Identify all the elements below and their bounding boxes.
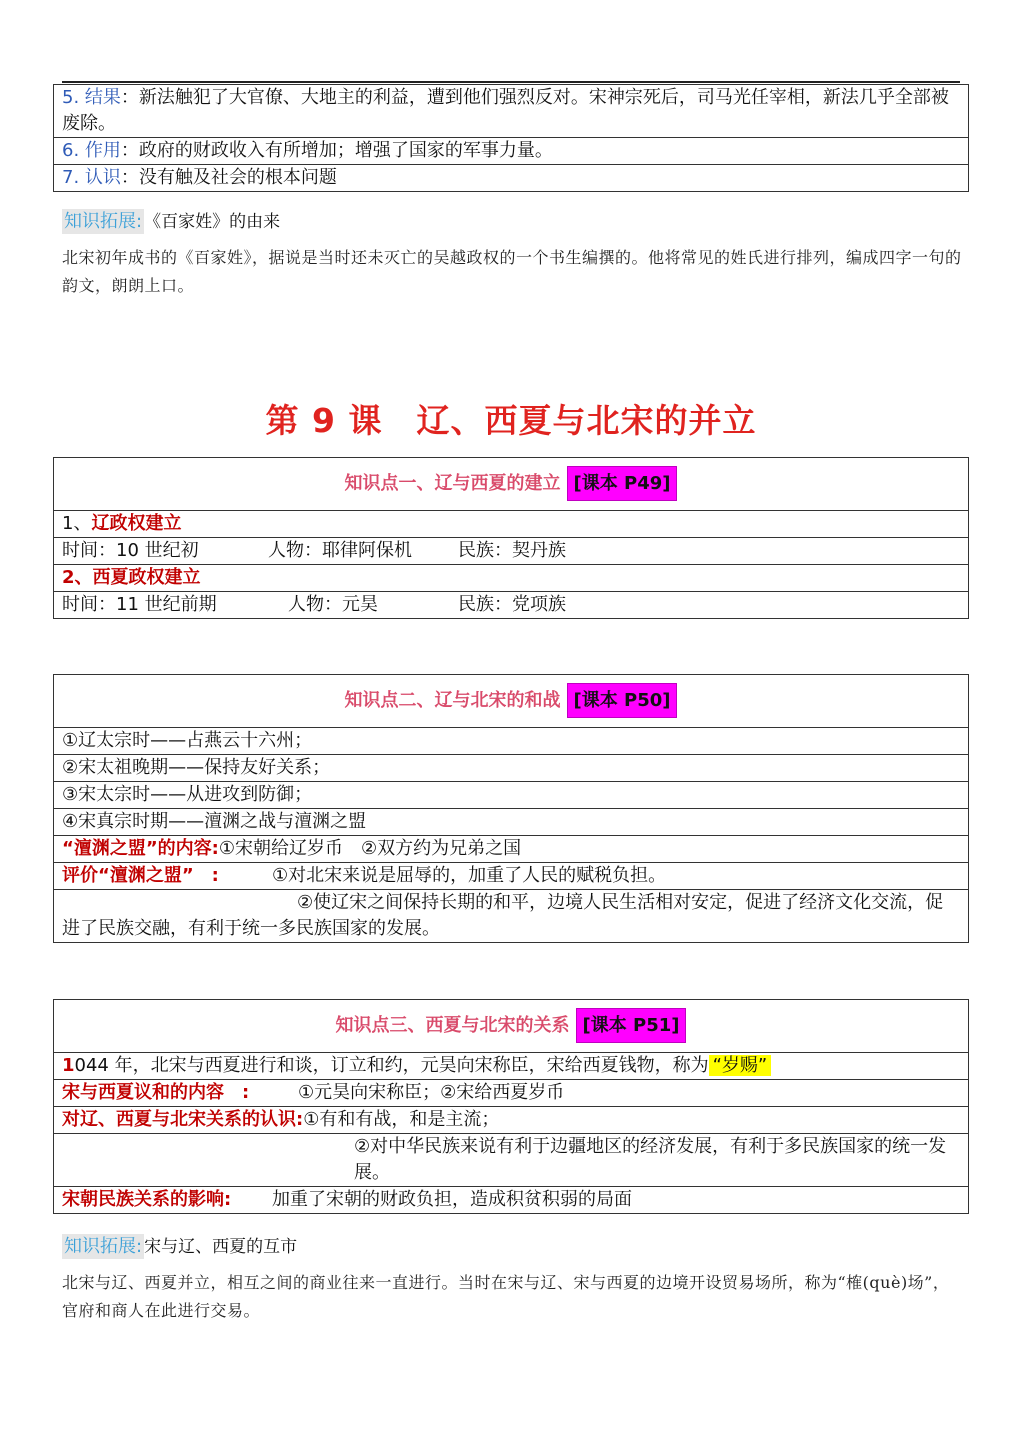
person-text: 人物：耶律阿保机: [268, 540, 412, 561]
list-item: ①辽太宗时——占燕云十六州；: [54, 728, 969, 755]
table-row: [54, 565, 969, 592]
table-row: [54, 1187, 969, 1214]
knowledge-extension-2: [62, 1232, 297, 1258]
row-label: 6. 作用: [62, 140, 121, 161]
knowledge-point-1-table: [53, 457, 969, 619]
table-row: [54, 85, 969, 138]
view-text-2: ②对中华民族来说有利于边疆地区的经济发展，有利于多民族国家的统一发展。: [54, 1134, 969, 1187]
person-text: 人物：元昊: [288, 594, 378, 615]
list-item: ②宋太祖晚期——保持友好关系；: [54, 755, 969, 782]
table-row: [54, 138, 969, 165]
row-text: ：没有触及社会的根本问题: [120, 167, 337, 188]
table-row: [54, 592, 969, 619]
section-title: 知识点一、辽与西夏的建立: [344, 473, 561, 494]
view-label: 对辽、西夏与北宋关系的认识:: [62, 1109, 304, 1130]
table-header-row: [54, 458, 969, 511]
table-row: [54, 1053, 969, 1080]
list-item: ④宋真宗时期——澶渊之战与澶渊之盟: [54, 809, 969, 836]
table-row: [54, 1107, 969, 1134]
extension-title: 《百家姓》的由来: [144, 212, 281, 232]
table-row: [54, 728, 969, 755]
extension-paragraph: 北宋与辽、西夏并立，相互之间的商业往来一直进行。当时在宋与辽、宋与西夏的边境开设贸易场所，称为“榷(què)场”，官府和商人在此进行交易。: [62, 1273, 950, 1320]
table-row: [54, 863, 969, 890]
extension-label: 知识拓展:: [64, 1236, 143, 1257]
table-row: [54, 890, 969, 943]
extension-label: 知识拓展:: [64, 211, 143, 232]
table-row: [54, 836, 969, 863]
textbook-page-tag: [课本 P50]: [567, 683, 678, 718]
lesson-title: 第 9 课 辽、西夏与北宋的并立: [265, 401, 757, 440]
table-header-row: [54, 675, 969, 728]
view-text-1: ①有和有战，和是主流；: [303, 1109, 500, 1130]
highlight-suici: “岁赐”: [709, 1055, 772, 1076]
peace-text: ①元昊向宋称臣；②宋给西夏岁币: [298, 1082, 565, 1103]
row-label: 7. 认识: [62, 167, 121, 188]
content-text: ①宋朝给辽岁币 ②双方约为兄弟之国: [218, 838, 522, 859]
table-row: [54, 755, 969, 782]
year-first-digit: 1: [62, 1055, 75, 1076]
item-title: 辽政权建立: [91, 513, 182, 534]
peace-label: 宋与西夏议和的内容 :: [62, 1082, 250, 1103]
top-rule: [62, 81, 960, 83]
treaty-text: 044 年，北宋与西夏进行和谈，订立和约，元昊向宋称臣，宋给西夏钱物，称为: [74, 1055, 709, 1076]
table-row: [54, 511, 969, 538]
evaluation-text-1: ①对北宋来说是屈辱的，加重了人民的赋税负担。: [272, 865, 667, 886]
section-title: 知识点三、西夏与北宋的关系: [335, 1015, 570, 1036]
table-header-row: [54, 1000, 969, 1053]
evaluation-label: 评价“澶渊之盟” :: [62, 865, 219, 886]
table-row: [54, 1134, 969, 1187]
item-number: 1、: [62, 513, 92, 534]
row-text: ：政府的财政收入有所增加；增强了国家的军事力量。: [120, 140, 553, 161]
list-item: ③宋太宗时——从进攻到防御；: [54, 782, 969, 809]
table-row: [54, 1080, 969, 1107]
extension-title: 宋与辽、西夏的互市: [144, 1237, 298, 1257]
table-row: [54, 165, 969, 192]
time-text: 时间：10 世纪初: [62, 540, 199, 561]
row-text: ：新法触犯了大官僚、大地主的利益，遭到他们强烈反对。宋神宗死后，司马光任宰相，新法几乎全部被废除。: [62, 87, 949, 134]
textbook-page-tag: [课本 P51]: [576, 1008, 687, 1043]
impact-label: 宋朝民族关系的影响:: [62, 1189, 232, 1210]
impact-text: 加重了宋朝的财政负担，造成积贫积弱的局面: [272, 1189, 632, 1210]
content-label: “澶渊之盟”的内容:: [62, 838, 219, 859]
table-row: [54, 809, 969, 836]
time-text: 时间：11 世纪前期: [62, 594, 217, 615]
textbook-page-tag: [课本 P49]: [567, 466, 678, 501]
ethnic-text: 民族：党项族: [458, 594, 566, 615]
knowledge-point-2-table: [53, 674, 969, 943]
extension-paragraph: 北宋初年成书的《百家姓》，据说是当时还未灭亡的吴越政权的一个书生编撰的。他将常见的姓氏进行排列，编成四字一句的韵文，朗朗上口。: [62, 248, 962, 295]
knowledge-extension-1: [62, 207, 280, 233]
knowledge-point-3-table: [53, 999, 969, 1214]
table-row: [54, 538, 969, 565]
row-label: 5. 结果: [62, 87, 121, 108]
reform-table: [53, 84, 969, 192]
item-title: 2、西夏政权建立: [62, 567, 201, 588]
evaluation-text-2: ②使辽宋之间保持长期的和平，边境人民生活相对安定，促进了经济文化交流，促进了民族交融，有利于统一多民族国家的发展。: [54, 890, 969, 943]
table-row: [54, 782, 969, 809]
ethnic-text: 民族：契丹族: [458, 540, 566, 561]
section-title: 知识点二、辽与北宋的和战: [344, 690, 561, 711]
